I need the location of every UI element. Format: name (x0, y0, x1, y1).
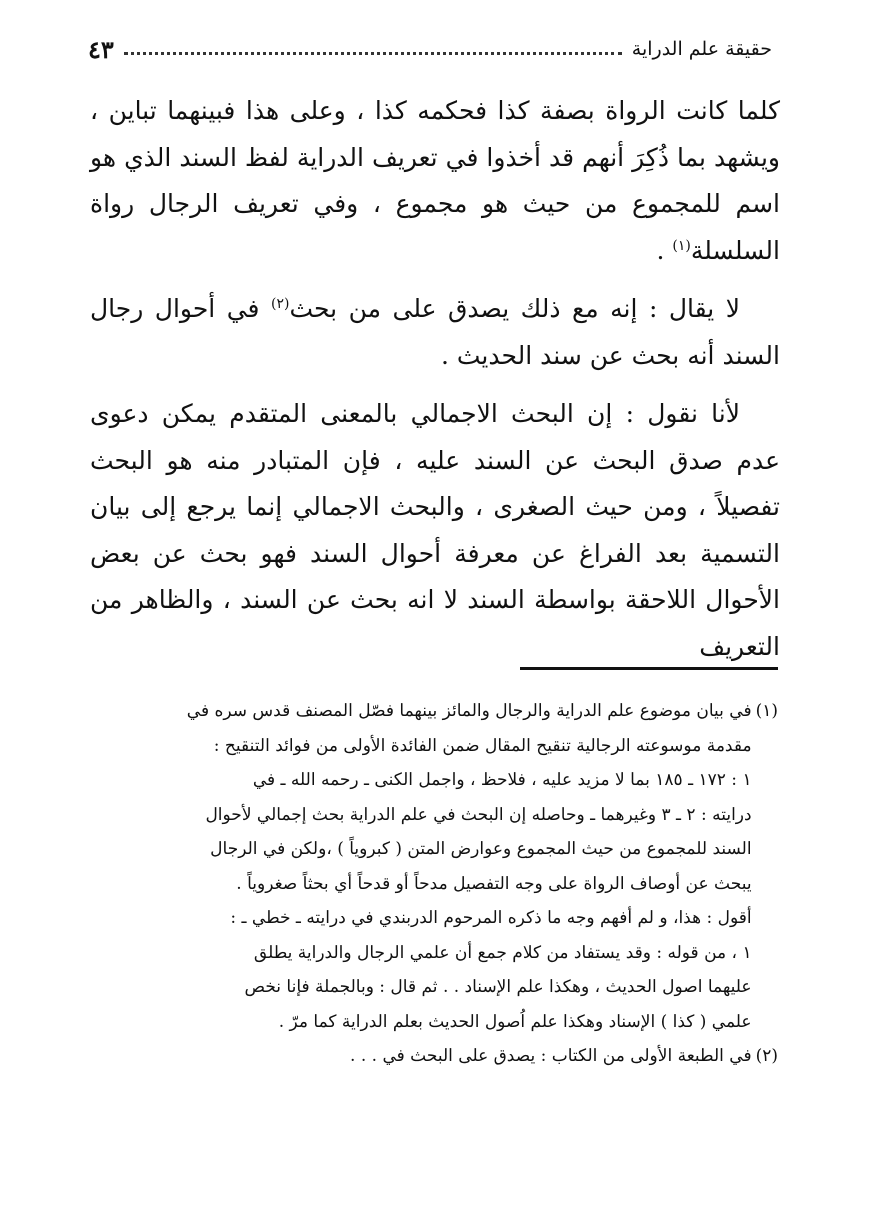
paragraph-tail: في أحوال رجال السند أنه بحث عن سند الحديث . (90, 294, 780, 370)
footnote-line: في بيان موضوع علم الدراية والرجال والمائز بينهما فصّل المصنف قدس سره في (186, 701, 752, 721)
paragraph (90, 391, 780, 670)
footnote-reference: (٢) (270, 296, 290, 312)
paragraph-text: لأنا نقول : إن البحث الاجمالي بالمعنى المتقدم يمكن دعوى عدم صدق البحث عن السند عليه ، فإن المتبادر منه هو البحث تفصيلاً ، ومن حيث الصغرى ، والبحث الاجمالي إنما يرجع إلى بيان التسمية بعد الفراغ عن معرفة أحوال السند فهو بحث عن بعض الأحوال اللاحقة بواسطة السند لا انه بحث عن السند ، والظاهر من التعريف (90, 399, 780, 661)
footnote (94, 694, 778, 1039)
footnote-separator (520, 667, 778, 670)
main-text (90, 88, 780, 670)
footnote (94, 1039, 778, 1074)
footnote-line: درايته : ٢ ـ ٣ وغيرهما ـ وحاصله إن البحث في علم الدراية بحث إجمالي لأحوال (205, 804, 752, 825)
footnote-line: عليهما اصول الحديث ، وهكذا علم الإسناد . . ثم قال : وبالجملة فإنا نخص (244, 977, 752, 997)
footnote-line: علمي ( كذا ) الإسناد وهكذا علم اُصول الحديث بعلم الدراية كما مرّ . (278, 1011, 752, 1032)
paragraph-tail: . (656, 235, 673, 265)
footnote-line: مقدمة موسوعته الرجالية تنقيح المقال ضمن الفائدة الأولى من فوائد التنقيح : (213, 735, 752, 756)
footnote-line: يبحث عن أوصاف الرواة على وجه التفصيل مدحاً أو قدحاً أي بحثاً صغروياً . (236, 873, 752, 894)
footnote-line: أقول : هذا، و لم أفهم وجه ما ذكره المرحوم الدربندي في درايته ـ خطي ـ : (230, 908, 752, 928)
paragraph-text: لا يقال : إنه مع ذلك يصدق على من بحث (289, 294, 740, 323)
footnote-marker: (٢) (755, 1046, 778, 1066)
header-dot-leader (124, 52, 622, 55)
footnote-line: السند للمجموع من حيث المجموع وعوارض المتن ( كبروياً ) ،ولكن في الرجال (210, 839, 752, 859)
footnote-marker: (١) (755, 701, 778, 721)
page-number: ٤٣ (88, 34, 114, 64)
paragraph-text: كلما كانت الرواة بصفة كذا فحكمه كذا ، وعلى هذا فبينهما تباين ، ويشهد بما ذُكِرَ أنهم قد أخذوا في تعريف الدراية لفظ السند الذي هو اسم للمجموع من حيث هو مجموع ، وفي تعريف الرجال رواة السلسلة (90, 96, 780, 265)
paragraph (90, 88, 780, 274)
running-title: حقيقة علم الدراية (631, 38, 772, 60)
footnote-reference: (١) (672, 237, 691, 254)
footnote-line: في الطبعة الأولى من الكتاب : يصدق على البحث في . . . (350, 1046, 752, 1066)
paragraph (90, 286, 780, 379)
footnotes (94, 694, 778, 1074)
footnote-line: ١ : ١٧٢ ـ ١٨٥ بما لا مزيد عليه ، فلاحظ ، واجمل الكنى ـ رحمه الله ـ في (252, 770, 752, 790)
footnote-text (94, 694, 752, 1039)
footnote-line: ١ ، من قوله : وقد يستفاد من كلام جمع أن علمي الرجال والدراية يطلق (253, 942, 752, 963)
running-header (88, 34, 772, 64)
footnote-text (94, 1039, 752, 1074)
